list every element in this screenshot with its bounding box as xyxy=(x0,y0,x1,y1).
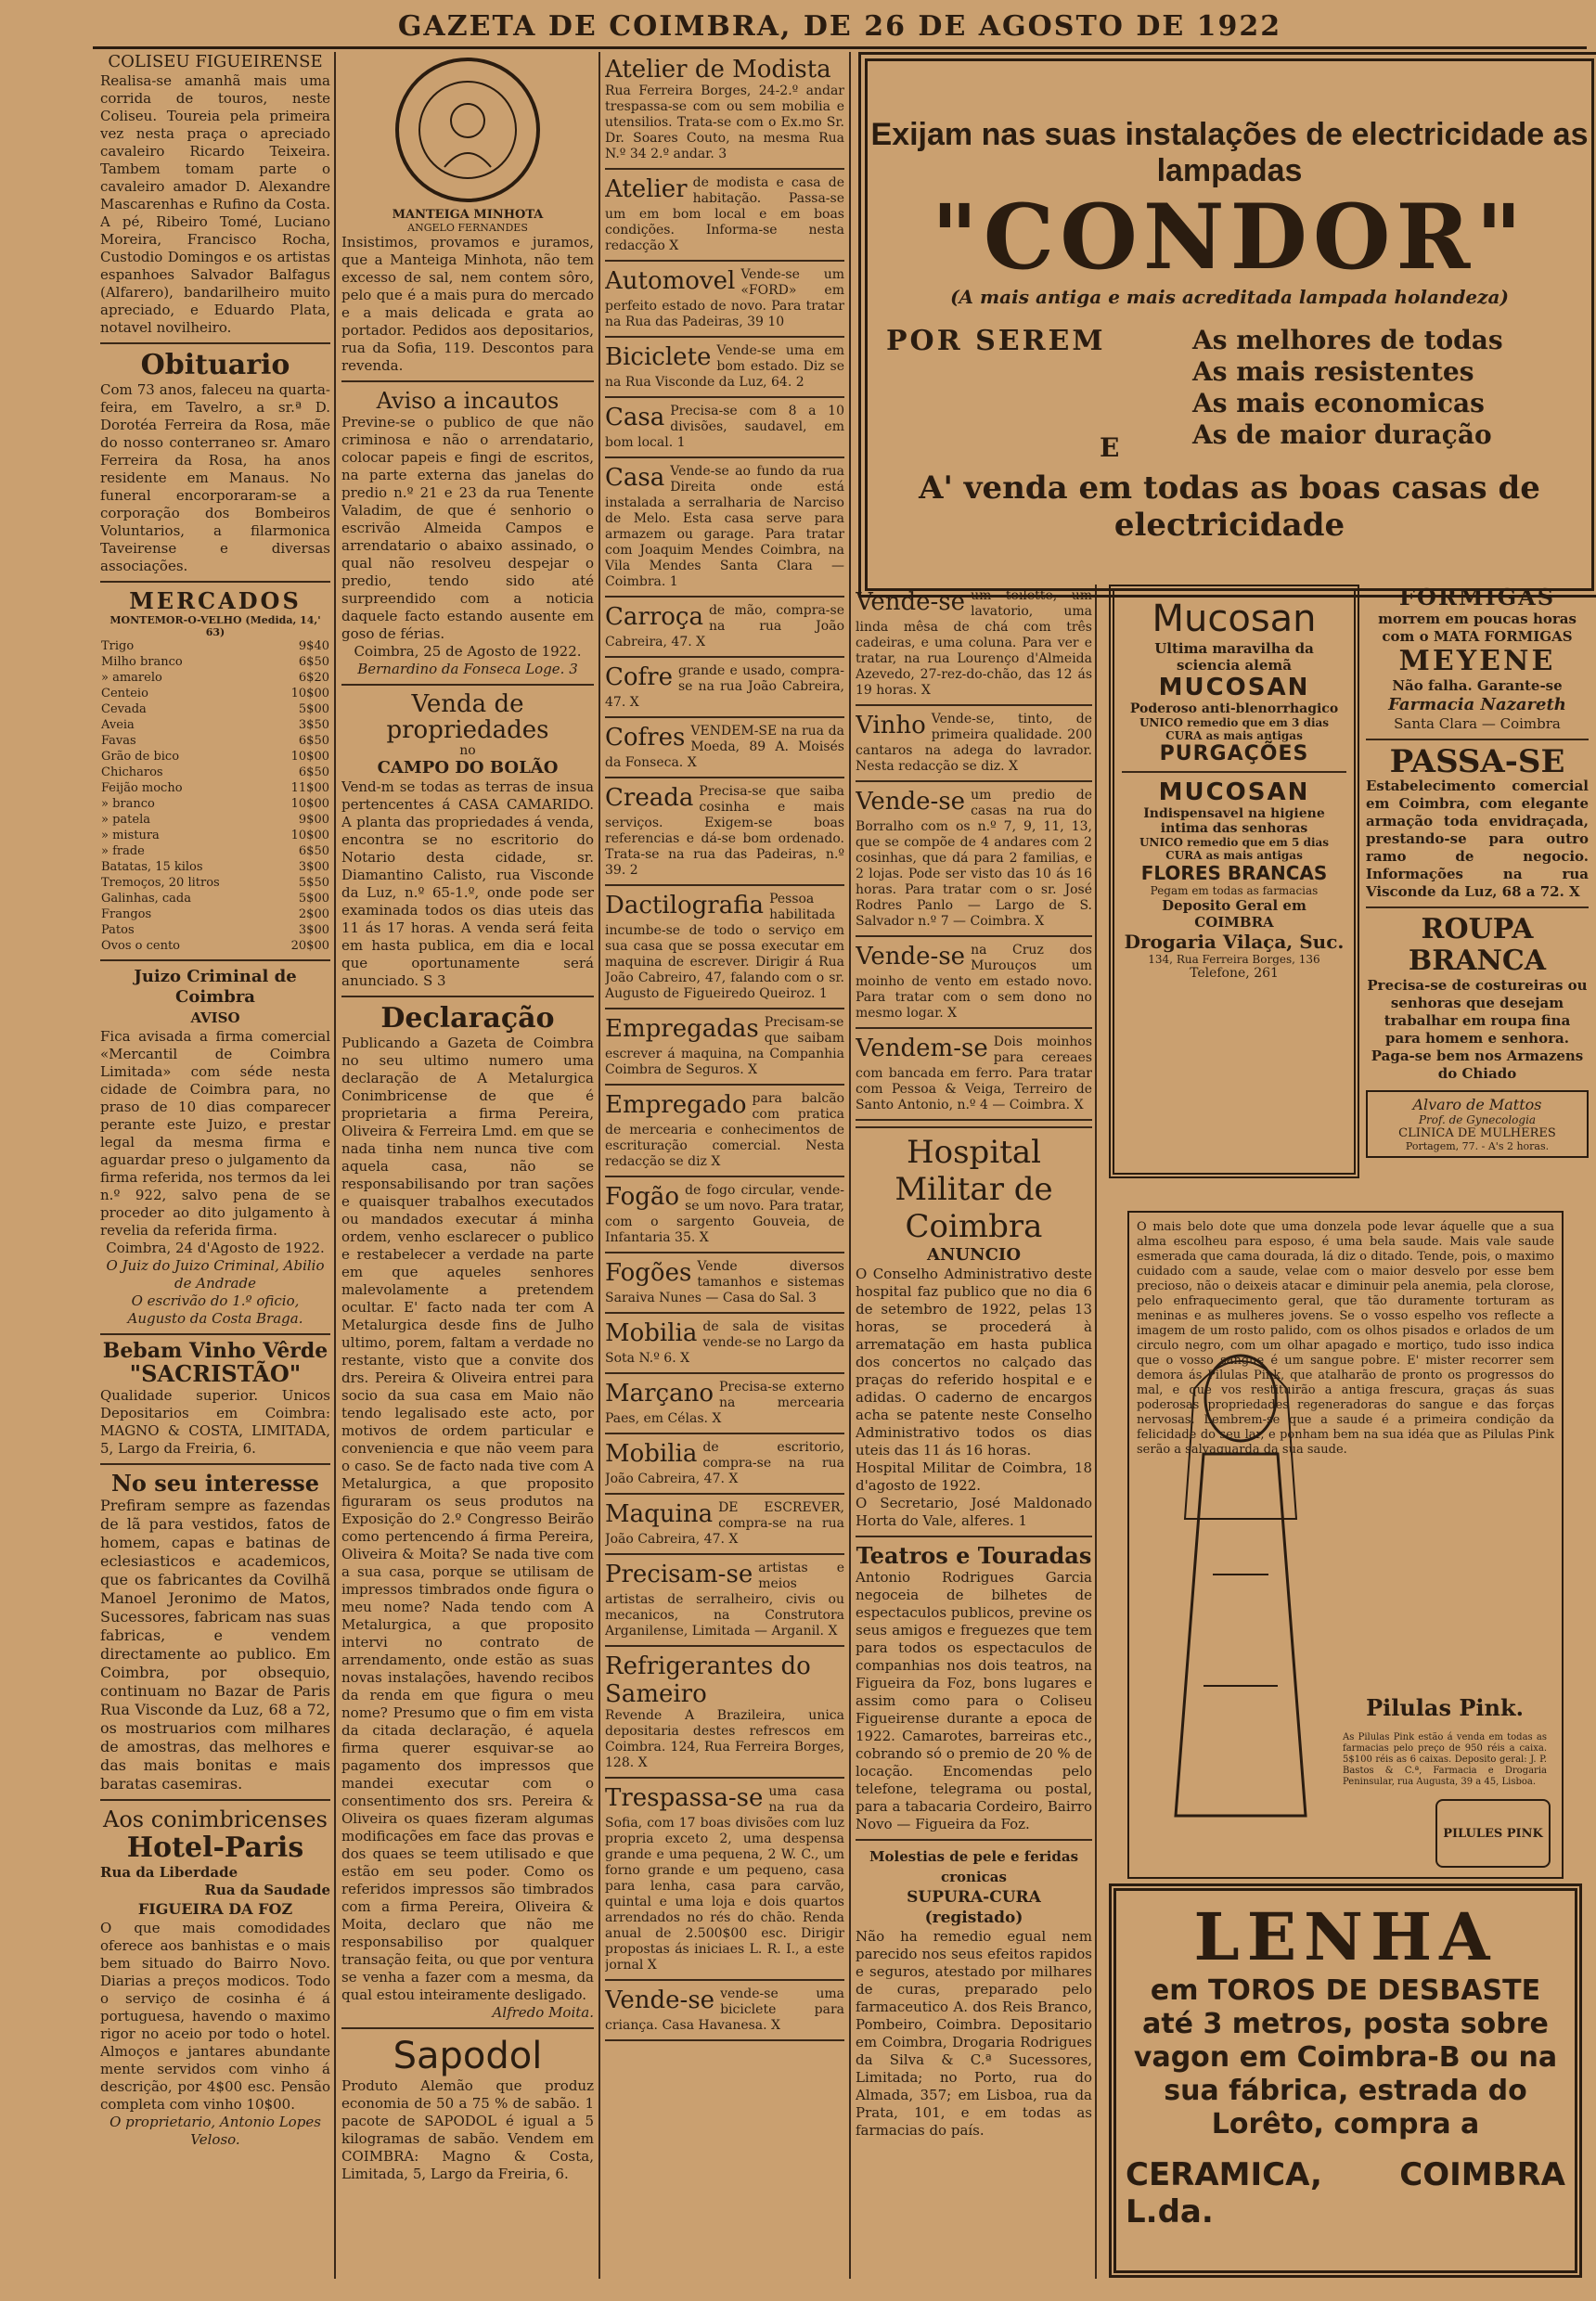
classified-ad-title: Vende-se xyxy=(856,588,966,616)
price-row xyxy=(100,765,330,780)
divider xyxy=(605,1979,844,1981)
manteiga-body: Insistimos, provamos e juramos, que a Manteiga Minhota, não tem excesso de sal, nem contem sôro, pelo que é a mais pura do mercado e a mais delicada e grata ao portador. Pedidos aos depositarios, rua da Sofia, 119. Descontos para revenda. xyxy=(341,234,594,374)
classified-ad-title: Mobilia xyxy=(605,1440,698,1468)
venda-no: no xyxy=(459,743,476,758)
classifieds-list xyxy=(856,588,1092,1121)
column-2 xyxy=(341,52,594,2288)
column-1 xyxy=(100,52,330,2288)
interesse-title: No seu interesse xyxy=(110,1470,319,1497)
juizo-date: Coimbra, 24 d'Agosto de 1922. xyxy=(106,1240,325,1256)
classified-ad xyxy=(856,943,1092,1022)
mucosan-deposit: Deposito Geral em COIMBRA xyxy=(1162,897,1306,931)
classified-ad xyxy=(605,892,844,1002)
price-value: 9$40 xyxy=(298,639,329,653)
divider xyxy=(856,780,1092,782)
hospital-title: Hospital Militar de Coimbra xyxy=(895,1134,1053,1245)
price-row xyxy=(100,733,330,749)
price-row xyxy=(100,843,330,859)
classified-ad-body: vende-se uma biciclete para criança. Casa Havanesa. X xyxy=(605,1986,844,2033)
hotel-address: Rua da Liberdade xyxy=(100,1864,238,1881)
price-row xyxy=(100,749,330,765)
classified-ad xyxy=(856,588,1092,699)
price-row xyxy=(100,906,330,922)
price-item: Galinhas, cada xyxy=(101,892,191,906)
price-value: 11$00 xyxy=(290,781,329,795)
divider xyxy=(605,2039,844,2041)
divider xyxy=(605,168,844,170)
divider xyxy=(605,1777,844,1779)
aviso-body: Previne-se o publico de que não criminosa e não o arrendatario, colocar papeis e fingi de escritos, na parte externa das janelas do predio n.º 21 e 23 da rua Tenente Valadim, de que é senhorio o escrivão Almeida Campos e arrendatario o abaixo assinado, o qual não resolveu despejar o predio, tendo sido até surpreendido com a noticia daquele facto estando ausente em goso de férias. xyxy=(341,414,594,642)
classified-ad xyxy=(605,1784,844,1973)
price-item: Ovos o cento xyxy=(101,939,180,953)
price-item: Centeio xyxy=(101,687,148,701)
divider xyxy=(605,1553,844,1555)
classified-ad-title: Precisam-se xyxy=(605,1561,753,1588)
classified-ad-title: Empregadas xyxy=(605,1015,759,1043)
classifieds-list xyxy=(605,56,844,2041)
price-value: 6$50 xyxy=(298,844,329,858)
alvaro-address: Portagem, 77. - A's 2 horas. xyxy=(1405,1140,1550,1152)
mucosan-ad xyxy=(1109,585,1359,1178)
classified-ad-body: na Cruz dos Murouços um moinho de vento em estado novo. Para tratar com o sem dono no mesmo logar. X xyxy=(856,943,1092,1021)
formigas-line: Não falha. Garante-se xyxy=(1392,677,1563,694)
condor-line1: Exijam nas suas instalações de electricidade as lampadas xyxy=(870,117,1589,188)
alvaro-clinic: CLINICA DE MULHERES xyxy=(1398,1126,1556,1140)
condor-reason: As melhores de todas xyxy=(1192,325,1503,355)
classified-ad xyxy=(856,788,1092,930)
manteiga-logo-text: MANTEIGA MINHOTA xyxy=(392,208,544,222)
lenha-body: em TOROS DE DESBASTE até 3 metros, posta sobre vagon em Coimbra-B ou na sua fábrica, estrada do Lorêto, compra a xyxy=(1133,1974,1558,2140)
classified-ad-body: Vende-se uma em bom estado. Diz se na Rua Visconde da Luz, 64. 2 xyxy=(605,343,844,390)
classified-ad xyxy=(605,784,844,879)
condor-reason: As mais economicas xyxy=(1192,388,1485,418)
classified-ad-body: um predio de casas na rua do Borralho com os n.º 7, 9, 11, 13, que se compõe de 4 andares com 2 cosinhas, que dá para 2 familias, e 2 lojas. Pode ser visto das 10 ás 16 horas. Para tratar com o sr. José Rodres Panlo — Largo de S. Salvador n.º 7 — Coimbra. X xyxy=(856,788,1092,929)
classified-ad xyxy=(605,1440,844,1487)
hotel-address: Rua da Saudade xyxy=(204,1882,330,1898)
column-rule xyxy=(598,52,600,2279)
manteiga-seal-icon xyxy=(393,56,542,204)
price-value: 5$00 xyxy=(298,702,329,716)
classified-ad-title: Fogão xyxy=(605,1183,680,1211)
classified-ad-body: para balcão com pratica de mercearia e conhecimentos de escrituração comercial. Nesta redacção se diz X xyxy=(605,1091,844,1169)
classified-ad-title: Atelier xyxy=(605,175,688,203)
price-item: Frangos xyxy=(101,907,152,921)
price-item: Aveia xyxy=(101,718,135,732)
vinho-name: "SACRISTÃO" xyxy=(129,1360,302,1387)
pilulas-pink-ad xyxy=(1127,1211,1564,1879)
aviso-date: Coimbra, 25 de Agosto de 1922. xyxy=(354,643,582,660)
divider xyxy=(605,1493,844,1495)
molestias-body: Não ha remedio egual nem parecido nos seus efeitos rapidos e seguros, atestado por milhares de curas, preparado pelo farmaceutico A. dos Reis Branco, Pombeiro, Coimbra. Depositario em Coimbra, Drogaria Rodrigues da Silva & C.ª Sucessores, Limitada; no Porto, rua do Almada, 357; em Lisboa, rua da Prata, 101, e em todas as farmacias do país. xyxy=(856,1928,1092,2139)
mercados-title: MERCADOS xyxy=(129,587,302,614)
mercados-subtitle: MONTEMOR-O-VELHO (Medida, 14,' 63) xyxy=(109,614,321,638)
obituario-body: Com 73 anos, faleceu na quarta-feira, em Tavelro, a sr.ª D. Dorotéa Ferreira da Rosa, mãe do nosso conterraneo sr. Amaro Ferreira da Rosa, ha anos residente em Manaus. No funeral encorporaram-se a corporação dos Bombeiros Voluntarios, a filarmonica Taveirense e diversas associações. xyxy=(100,381,330,574)
price-row xyxy=(100,938,330,954)
mucosan-line: Pegam em todas as farmacias xyxy=(1150,884,1319,897)
right-strip xyxy=(1366,585,1589,1178)
lenha-ad xyxy=(1109,1883,1582,2278)
aviso-title: Aviso a incautos xyxy=(376,388,560,414)
column-4 xyxy=(856,585,1092,2279)
lenha-footer xyxy=(1126,2156,1565,2230)
price-value: 2$00 xyxy=(298,907,329,921)
interesse-body: Prefiram sempre as fazendas de lã para vestidos, fatos de homem, capas e batinas de eclesiasticos e academicos, que os fabricantes da Covilhã Manoel Jeronimo de Matos, Sucessores, fabricam nas suas fabricas, e vendem directamente ao publico. Em Coimbra, por obsequio, continuam no Bazar de Paris Rua Visconde da Luz, 68 a 72, os mostruarios com milhares de amostras, das melhores e das mais bonitas e mais baratas casemiras. xyxy=(100,1497,330,1793)
mucosan-line: UNICO remedio que em 3 dias CURA as mais antigas xyxy=(1139,716,1330,742)
classified-ad-title: Mobilia xyxy=(605,1319,698,1347)
divider xyxy=(605,1433,844,1434)
pink-small: As Pilulas Pink estão á venda em todas as farmacias pelo preço de 950 réis a caixa. 5$100 réis as 6 caixas. Deposito geral: J. P. Bastos & C.ª, Farmacia e Drogaria Peninsular, rua Augusta, 39 a 45, Lisboa. xyxy=(1343,1732,1547,1787)
classified-ad-body: Precisa-se que saiba cosinha e mais serviços. Exigem-se boas referencias e dá-se bom ordenado. Trata-se na rua das Padeiras, n.º 39. 2 xyxy=(605,784,844,878)
divider xyxy=(605,1176,844,1177)
vinho-body: Qualidade superior. Unicos Depositarios em Coimbra: MAGNO & COSTA, LIMITADA, 5, Largo da Freiria, 6. xyxy=(100,1387,330,1457)
pink-title: Pilulas Pink. xyxy=(1366,1694,1524,1721)
price-value: 5$00 xyxy=(298,892,329,906)
vinho-title: Bebam Vinho Vêrde xyxy=(102,1339,328,1363)
farmacia-name: Farmacia Nazareth xyxy=(1388,695,1566,714)
teatros-body: Antonio Rodrigues Garcia negoceia de bilhetes de espectaculos publicos, previne os seus amigos e freguezes que tem para todos os espectaculos de companhias nos dois teatros, na Figueira da Foz, bons lugares e assim como para o Coliseu Figueirense durante a epoca de 1922. Camarotes, barreiras etc., cobrando só o premio de 20 % de locação. Encomendas pelo telefone, telegrama ou postal, para a tabacaria Cordeiro, Bairro Novo — Figueira da Foz. xyxy=(856,1569,1092,1832)
hospital-subtitle: ANUNCIO xyxy=(927,1245,1021,1265)
price-value: 10$00 xyxy=(290,797,329,811)
meyene-title: MEYENE xyxy=(1398,645,1556,677)
divider xyxy=(605,456,844,458)
coliseu-title: COLISEU FIGUEIRENSE xyxy=(108,52,323,71)
alvaro-profession: Prof. de Gynecologia xyxy=(1418,1113,1537,1126)
price-value: 6$20 xyxy=(298,671,329,685)
classified-ad-title: Fogões xyxy=(605,1259,692,1287)
obituario-title: Obituario xyxy=(140,349,290,381)
declaracao-signature: Alfredo Moita. xyxy=(492,2004,594,2021)
classified-ad-body: Dois moinhos para cereaes com bancada em ferro. Para tratar com Pessoa & Veiga, Terreiro de Santo Antonio, n.º 4 — Coimbra. X xyxy=(856,1035,1092,1112)
classified-ad-body: de fogo circular, vende-se um novo. Para tratar, com o sargento Gouveia, de Infantaria 35. X xyxy=(605,1183,844,1245)
classified-ad xyxy=(605,56,844,162)
classified-ad-body: de sala de visitas vende-se no Largo da Sota N.º 6. X xyxy=(605,1319,844,1366)
classified-ad xyxy=(856,1035,1092,1113)
classified-ad xyxy=(605,603,844,650)
classified-ad xyxy=(605,1319,844,1367)
woman-illustration xyxy=(1148,1333,1333,1834)
prices-table xyxy=(100,638,330,954)
price-value: 5$50 xyxy=(298,876,329,890)
classified-ad-body: de escritorio, compra-se na rua João Cabreira, 47. X xyxy=(605,1440,844,1486)
classified-ad-body: Vende-se, tinto, de primeira qualidade. 200 cantaros na adega do lavrador. Nesta redacção se diz. X xyxy=(856,712,1092,774)
juizo-body: Fica avisada a firma comercial «Mercantil de Coimbra Limitada» com séde nesta cidade de Coimbra para, no praso de 10 dias comparecer perante este Juizo, e prestar legal da mesma firma e aguardar preso o julgamento da firma referida, nos termos da lei n.º 922, salvo pena de se proceder ao dito julgamento à revelia da referida firma. xyxy=(100,1028,330,1239)
price-item: » mistura xyxy=(101,829,160,842)
lenha-company: CERAMICA, L.da. xyxy=(1126,2156,1322,2230)
roupa-title: ROUPA BRANCA xyxy=(1408,913,1547,977)
mucosan-line: Indispensavel na higiene intima das senhoras xyxy=(1143,806,1325,836)
divider xyxy=(605,716,844,718)
hospital-signature: O Secretario, José Maldonado Horta do Vale, alferes. 1 xyxy=(856,1495,1092,1529)
roupa-body: Precisa-se de costureiras ou senhoras que desejam trabalhar em roupa fina para homem e senhora. Paga-se bem nos Armazens do Chiado xyxy=(1367,977,1588,1082)
classified-ad-title: Trespassa-se xyxy=(605,1784,764,1812)
classified-ad-body: Precisam-se que saibam escrever á maquina, na Companhia Coimbra de Seguros. X xyxy=(605,1015,844,1077)
alvaro-name: Alvaro de Mattos xyxy=(1412,1096,1542,1113)
classified-ad-body: uma casa na rua da Sofia, com 17 boas divisões com luz propria exceto 2, uma despensa grande e uma pequena, 2 W. C., um forno grande e um pequeno, casa para lenha, casa para carvão, quintal e uma loja e dois quartos arrendados no rés do chão. Renda anual de 2.500$00 esc. Dirigir propostas ás iniciaes L. R. I., a este jornal X xyxy=(605,1784,844,1973)
classified-ad-title: Vende-se xyxy=(605,1986,715,2014)
mucosan-line: Poderoso anti-blenorrhagico xyxy=(1129,701,1339,716)
mucosan-drogaria: Drogaria Vilaça, Suc. xyxy=(1124,931,1345,953)
price-item: » amarelo xyxy=(101,671,162,685)
classified-ad xyxy=(605,175,844,254)
price-item: » patela xyxy=(101,813,150,827)
alvaro-ad xyxy=(1366,1090,1589,1158)
divider xyxy=(605,1645,844,1647)
divider xyxy=(856,1027,1092,1029)
divider xyxy=(605,1252,844,1253)
classified-ad-title: Marçano xyxy=(605,1380,714,1408)
price-item: Tremoços, 20 litros xyxy=(101,876,220,890)
divider xyxy=(605,1008,844,1009)
price-row xyxy=(100,922,330,938)
price-item: » branco xyxy=(101,797,155,811)
sapodol-title: Sapodol xyxy=(393,2035,543,2077)
price-row xyxy=(100,891,330,906)
condor-e: E xyxy=(1100,432,1120,463)
divider xyxy=(605,596,844,598)
classified-ad-body: Revende A Brazileira, unica depositaria destes refrescos em Coimbra. 124, Rua Ferreira Borges, 128. X xyxy=(605,1708,844,1770)
declaracao-title: Declaração xyxy=(380,1002,555,1035)
condor-items xyxy=(1192,325,1573,451)
classified-ad-title: Cofre xyxy=(605,663,673,691)
hotel-title: Hotel-Paris xyxy=(126,1832,304,1864)
mucosan-address: 134, Rua Ferreira Borges, 136 xyxy=(1148,953,1320,966)
classified-ad-title: Vendem-se xyxy=(856,1035,988,1062)
price-item: » frade xyxy=(101,844,145,858)
price-item: Feijão mocho xyxy=(101,781,183,795)
masthead: GAZETA DE COIMBRA, DE 26 DE AGOSTO DE 1922 xyxy=(93,6,1587,49)
sapodol-body: Produto Alemão que produz economia de 50 a 75 % de sabão. 1 pacote de SAPODOL é igual a 5 kilogramas de sabão. Vendem em COIMBRA: Magno & Costa, Limitada, 5, Largo da Freiria, 6. xyxy=(341,2077,594,2182)
molestias-title: Molestias de pele e feridas cronicas xyxy=(869,1848,1079,1885)
column-rule xyxy=(334,52,336,2279)
divider xyxy=(605,260,844,262)
classified-ad xyxy=(605,1986,844,2034)
price-item: Favas xyxy=(101,734,136,748)
condor-ad xyxy=(858,52,1596,598)
price-item: Grão de bico xyxy=(101,750,180,764)
price-item: Patos xyxy=(101,923,135,937)
mucosan-name: MUCOSAN xyxy=(1158,778,1310,806)
classified-ad xyxy=(856,712,1092,775)
classified-ad-title: Dactilografia xyxy=(605,892,765,919)
condor-subtitle: (A mais antiga e mais acreditada lampada holandeza) xyxy=(950,286,1509,308)
lenha-title: LENHA xyxy=(1193,1898,1498,1975)
mucosan-line: UNICO remedio que em 5 dias CURA as mais antigas xyxy=(1139,836,1330,862)
divider xyxy=(605,1372,844,1374)
classified-ad-title: Cofres xyxy=(605,724,686,752)
classified-ad-body: Pessoa habilitada incumbe-se de todo o serviço em sua casa que se possa executar em maquina de escrever. Dirigir á Rua João Cabreiro, 47, falando com o sr. Augusto de Figueiredo Queiroz. 1 xyxy=(605,892,844,1001)
classified-ad-body: Vende diversos tamanhos e sistemas Saraiva Nunes — Casa do Sal. 3 xyxy=(605,1259,844,1305)
price-row xyxy=(100,654,330,670)
classified-ad xyxy=(605,1183,844,1246)
farmacia-address: Santa Clara — Coimbra xyxy=(1394,715,1561,732)
classified-ad-title: Casa xyxy=(605,464,665,492)
hospital-body: O Conselho Administrativo deste hospital faz publico que no dia 6 de setembro de 1922, pelas 13 horas, se procederá à arrematação em hasta publica dos concertos no calçado das praças do referido hospital e e adidas. O caderno de encargos acha se patente neste Conselho Administrativo todos os dias uteis das 11 ás 16 horas. xyxy=(856,1266,1092,1459)
price-row xyxy=(100,717,330,733)
juizo-title: Juizo Criminal de Coimbra xyxy=(134,967,297,1007)
formigas-body: morrem em poucas horas com o MATA FORMIGAS xyxy=(1378,611,1577,645)
hotel-heading: Aos conimbricenses xyxy=(103,1806,328,1832)
classified-ad xyxy=(605,267,844,330)
classified-ad-body: Precisa-se externo na mercearia Paes, em Célas. X xyxy=(605,1380,844,1426)
hotel-body: O que mais comodidades oferece aos banhistas e o mais bem situado do Bairro Novo. Diarias a preços modicos. Todo o serviço de cosinha é á portuguesa, havendo o maximo rigor no aceio por todo o hotel. Almoços e jantares abundante mente servidos com vinho á descrição, por 4$00 esc. Pensão completa com vinho 10$00. xyxy=(100,1920,330,2113)
price-row xyxy=(100,701,330,717)
classified-ad-body: Precisa-se com 8 a 10 divisões, saudavel, em bom local. 1 xyxy=(605,404,844,450)
classified-ad xyxy=(605,404,844,451)
venda-place: CAMPO DO BOLÃO xyxy=(377,758,559,778)
condor-reason: As de maior duração xyxy=(1192,419,1492,450)
price-value: 6$50 xyxy=(298,734,329,748)
mucosan-purgacoes: PURGAÇÕES xyxy=(1159,742,1309,765)
price-value: 3$00 xyxy=(298,923,329,937)
classified-ad xyxy=(605,1015,844,1078)
classified-ad-body: de modista e casa de habitação. Passa-se um em bom local e em boas condições. Informa-se nesta redacção X xyxy=(605,175,844,253)
classified-ad-body: Vende-se um «FORD» em perfeito estado de novo. Para tratar na Rua das Padeiras, 39 10 xyxy=(605,267,844,329)
passase-body: Estabelecimento comercial em Coimbra, com elegante armação toda envidraçada, prestando-se para outro ramo de negocio. Informações na rua Visconde da Luz, 68 a 72. X xyxy=(1366,778,1589,900)
price-value: 3$00 xyxy=(298,860,329,874)
declaracao-body: Publicando a Gazeta de Coimbra no seu ultimo numero uma declaração de A Metalurgica Conimbricense de que é proprietaria a firma Pereira, Oliveira & Ferreira Lmd. em que se nada tinha nem nunca tive com aquela casa, não se responsabilisando por tran sações e quaisquer trabalhos executados ou mandados executar á minha ordem, venho esclarecer o publico e restabelecer a verdade na parte em que aqueles senhores malevolamente a pretendem ocultar. E' facto nada ter com A Metalurgica desde fins de Julho ultimo, porem, faltam a verdade no restante, visto que a convite dos drs. Pereira & Oliveira entrei para socio da sua casa em Maio não tendo legalisado este acto, por motivos de ordem particular e conveniencia e que não veem para o caso. Se de facto nada tive com A Metalurgica, a que proposito figuraram os seus produtos na Exposição do 2.º Congresso Beirão como pertencendo á firma Pereira, Oliveira & Moita? Se nada tive com a sua casa, porque se utilisam de impressos timbrados onde figura o meu nome? Nada tendo com A Metalurgica, a que proposito intervi no contrato de arrendamento, onde estão as suas novas instalações, havendo recibos da renda em que figura o meu nome? Presumo que o fim em vista da citada declaração, é aquela firma querer esquivar-se ao pagamento dos impressos que mandei executar com o consentimento dos srs. Pereira & Oliveira os quaes fizeram algumas modificações em face das provas e dos quaes se teem utilisado e que estão em seu poder. Como os referidos impressos são timbrados com a firma Pereira, Oliveira & Moita, declaro que não me responsabiliso por qualquer transação feita, ou que por ventura se venha a fazer com a mesma, da qual estou inteiramente desligado. xyxy=(341,1035,594,2003)
price-row xyxy=(100,686,330,701)
price-value: 3$50 xyxy=(298,718,329,732)
column-rule xyxy=(1095,585,1097,2279)
classified-ad-body: VENDEM-SE na rua da Moeda, 89 A. Moisés da Fonseca. X xyxy=(605,724,844,770)
classified-ad-title: Vende-se xyxy=(856,943,966,971)
pink-body: O mais belo dote que uma donzela pode levar áquelle que a sua alma escolheu para esposo, é uma bela saude. Mais vale saude esmerada que cama dourada, lá diz o ditado. Tende, pois, o maximo cuidado com a saude, velae com o maior desvelo por esse bem precioso, não o deixeis atacar e diminuir pela anemia, pela clorose, pelo enfraquecimento geral, que tão duramente torturam as meninas e as mulheres jovens. Se o vosso espelho vos reflecte a imagem de um rosto palido, com os olhos pisados e orlados de um circulo negro, com um olhar apagado e mortiço, tudo isso indica que o vosso sangue é um sangue pobre. E' mister recorrer sem demora ás Pilulas Pink, que atalharão de pronto os progressos do mal, e que vos restituirão a antiga frescura, graças ás suas poderosas propriedades regeneradoras do sangue e das forças nervosas. Lembrem-se que a saude é a primeira condição da felicidade do seu lar, e ponham bem na sua idéa que as Pilulas Pink serão a salvaguarda da sua saude. xyxy=(1137,1220,1554,1457)
condor-porserem: POR SEREM xyxy=(886,325,1106,357)
divider xyxy=(605,1084,844,1086)
price-value: 6$50 xyxy=(298,765,329,779)
price-value: 9$00 xyxy=(298,813,329,827)
teatros-title: Teatros e Touradas xyxy=(856,1542,1092,1569)
classified-ad-body: um toilette, um lavatorio, uma linda mêsa de chá com três cadeiras, e uma coluna. Para ver e tratar, na rua Lourenço d'Almeida Azevedo, 27-rez-do-chão, das 12 ás 19 horas. X xyxy=(856,588,1092,698)
condor-reasons xyxy=(886,325,1573,451)
classified-ad-title: Automovel xyxy=(605,267,736,295)
juizo-subtitle: AVISO xyxy=(190,1009,240,1026)
price-value: 10$00 xyxy=(290,829,329,842)
venda-title: Venda de propriedades xyxy=(386,690,549,744)
price-item: Trigo xyxy=(101,639,135,653)
divider xyxy=(605,1312,844,1314)
lenha-city: COIMBRA xyxy=(1399,2156,1565,2193)
classified-ad xyxy=(605,1500,844,1548)
divider xyxy=(605,884,844,886)
classified-ad-title: Atelier de Modista xyxy=(605,56,831,84)
classified-ad xyxy=(605,1380,844,1427)
classified-ad xyxy=(605,663,844,711)
price-row xyxy=(100,780,330,796)
juizo-signature: O escrivão do 1.º oficio, Augusto da Costa Braga. xyxy=(127,1292,303,1327)
classified-ad xyxy=(605,1561,844,1639)
condor-brand: "CONDOR" xyxy=(931,185,1528,289)
classified-ad-title: Vinho xyxy=(856,712,926,739)
juizo-signature: O Juiz do Juizo Criminal, Abilio de Andrade xyxy=(106,1257,325,1292)
hospital-date: Hospital Militar de Coimbra, 18 d'agosto de 1922. xyxy=(856,1459,1092,1494)
aviso-signature: Bernardino da Fonseca Loge. 3 xyxy=(357,661,578,677)
condor-footer: A' venda em todas as boas casas de electricidade xyxy=(919,469,1540,544)
divider xyxy=(856,704,1092,706)
classified-ad xyxy=(605,1652,844,1771)
column-rule xyxy=(849,52,851,2279)
pink-box-label: PILULES PINK xyxy=(1435,1799,1551,1868)
formigas-title: FORMIGAS xyxy=(1398,585,1556,611)
classified-ad-title: Refrigerantes do Sameiro xyxy=(605,1652,811,1708)
divider xyxy=(605,656,844,658)
coliseu-body: Realisa-se amanhã mais uma corrida de touros, neste Coliseu. Toureia pela primeira vez nesta praça o apreciado cavaleiro Ricardo Teixeira. Tambem tomam parte o cavaleiro amador D. Alexandre Mascarenhas e Rufino da Costa. A pé, Ribeiro Tomé, Luciano Moreira, Francisco Rocha, Custodio Domingos e os artistas espanhoes Salvador Balfagus (Alfarero), bandarilheiro muito apreciado, e Eduardo Plata, notavel novilheiro. xyxy=(100,72,330,336)
mucosan-name: MUCOSAN xyxy=(1158,674,1310,701)
manteiga-logo xyxy=(341,56,594,204)
divider xyxy=(856,935,1092,937)
price-value: 6$50 xyxy=(298,655,329,669)
classified-ad-title: Carroça xyxy=(605,603,703,631)
classified-ad-title: Maquina xyxy=(605,1500,714,1528)
price-value: 10$00 xyxy=(290,687,329,701)
mucosan-phone: Telefone, 261 xyxy=(1190,966,1279,981)
divider xyxy=(605,396,844,398)
mucosan-title: Mucosan xyxy=(1152,598,1317,640)
price-item: Batatas, 15 kilos xyxy=(101,860,203,874)
price-item: Cevada xyxy=(101,702,147,716)
price-value: 10$00 xyxy=(290,750,329,764)
price-row xyxy=(100,828,330,843)
classified-ad-body: Vende-se ao fundo da rua Direita onde está instalada a serralharia de Narciso de Melo. Esta casa serve para armazem ou garage. Para tratar com Joaquim Mendes Coimbra, na Vila Mendes Santa Clara — Coimbra. 1 xyxy=(605,464,844,589)
price-value: 20$00 xyxy=(290,939,329,953)
divider xyxy=(856,1119,1092,1121)
price-item: Milho branco xyxy=(101,655,183,669)
mucosan-line: Ultima maravilha da sciencia alemã xyxy=(1154,640,1314,674)
classified-ad-title: Biciclete xyxy=(605,343,712,371)
classified-ad-body: de mão, compra-se na rua João Cabreira, 47. X xyxy=(605,603,844,649)
venda-body: Vend-m se todas as terras de insua pertencentes á CASA CAMARIDO. A planta das propriedades á venda, encontra se no escritorio do Notario desta cidade, sr. Diamantino Calisto, rua Visconde da Luz, n.º 65-1.º, onde pode ser examinada todos os dias uteis das 11 ás 17 horas. A venda será feita em hasta publica, em dia e local que oportunamente será anunciado. S 3 xyxy=(341,778,594,989)
classified-ad xyxy=(605,464,844,590)
divider xyxy=(605,336,844,338)
classified-ad xyxy=(605,724,844,771)
condor-reason: As mais resistentes xyxy=(1192,356,1474,387)
price-row xyxy=(100,859,330,875)
classified-ad xyxy=(605,343,844,391)
mucosan-flores: FLORES BRANCAS xyxy=(1140,862,1328,884)
price-item: Chicharos xyxy=(101,765,163,779)
classified-ad xyxy=(605,1091,844,1170)
price-row xyxy=(100,670,330,686)
classified-ad xyxy=(605,1259,844,1306)
hotel-city: FIGUEIRA DA FOZ xyxy=(137,1900,293,1918)
classified-ad-title: Empregado xyxy=(605,1091,747,1119)
divider xyxy=(605,777,844,778)
classified-ad-body: artistas e meios artistas de serralheiro, civis ou mecanicos, na Construtora Arganilense, Limitada — Arganil. X xyxy=(605,1561,844,1639)
classified-ad-body: Rua Ferreira Borges, 24-2.º andar trespassa-se com ou sem mobilia e utensilios. Trata-se com o Ex.mo Sr. Dr. Soares Couto, na mesma Rua N.º 34 2.º andar. 3 xyxy=(605,84,844,161)
column-3-classifieds xyxy=(605,52,844,2288)
passase-title: PASSA-SE xyxy=(1389,743,1565,780)
classified-ad-title: Casa xyxy=(605,404,665,431)
price-row xyxy=(100,638,330,654)
price-row xyxy=(100,875,330,891)
manteiga-logo-sub: ANGELO FERNANDES xyxy=(407,222,528,234)
woman-figure-icon xyxy=(1148,1333,1333,1834)
price-row xyxy=(100,796,330,812)
price-row xyxy=(100,812,330,828)
hotel-signature: O proprietario, Antonio Lopes Veloso. xyxy=(109,2114,321,2148)
molestias-subtitle: SUPURA-CURA (registado) xyxy=(907,1888,1041,1927)
classified-ad-body: grande e usado, compra-se na rua João Cabreira, 47. X xyxy=(605,663,844,710)
classified-ad-title: Vende-se xyxy=(856,788,966,816)
classified-ad-body: DE ESCREVER, compra-se na rua João Cabreira, 47. X xyxy=(605,1500,844,1547)
classified-ad-title: Creada xyxy=(605,784,694,812)
